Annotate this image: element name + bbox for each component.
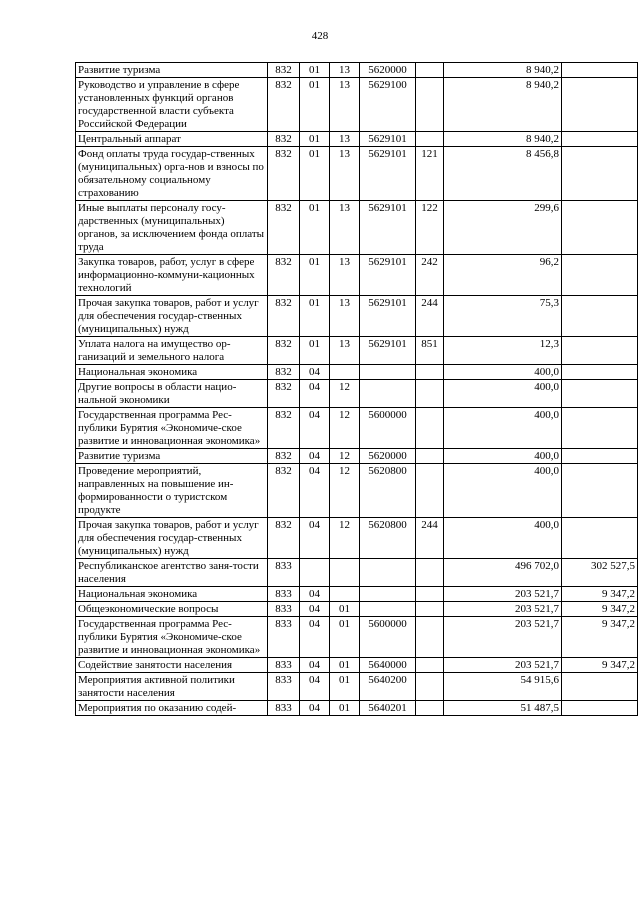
budget-table-body [76, 63, 638, 716]
cell-amount-federal [562, 449, 638, 464]
cell-subsection-code: 01 [330, 701, 360, 716]
table-row [76, 617, 638, 658]
cell-section-code: 01 [300, 296, 330, 337]
cell-section-code [300, 559, 330, 587]
cell-amount-federal [562, 673, 638, 701]
cell-subsection-code: 12 [330, 380, 360, 408]
cell-subsection-code [330, 587, 360, 602]
cell-amount-federal [562, 337, 638, 365]
cell-expense-type-code [416, 408, 444, 449]
table-row [76, 337, 638, 365]
cell-department-code: 833 [268, 658, 300, 673]
cell-amount-total: 51 487,5 [444, 701, 562, 716]
cell-target-article-code [360, 602, 416, 617]
cell-section-code: 01 [300, 132, 330, 147]
table-row [76, 132, 638, 147]
cell-amount-total: 400,0 [444, 449, 562, 464]
cell-section-code: 04 [300, 380, 330, 408]
cell-target-article-code: 5620800 [360, 518, 416, 559]
cell-section-code: 01 [300, 337, 330, 365]
cell-subsection-code: 13 [330, 296, 360, 337]
cell-target-article-code [360, 587, 416, 602]
cell-expense-type-code [416, 464, 444, 518]
cell-amount-federal [562, 365, 638, 380]
table-row [76, 449, 638, 464]
cell-department-code: 832 [268, 255, 300, 296]
cell-amount-federal: 302 527,5 [562, 559, 638, 587]
cell-expense-type-code: 242 [416, 255, 444, 296]
cell-subsection-code: 01 [330, 602, 360, 617]
cell-department-code: 832 [268, 63, 300, 78]
cell-department-code: 832 [268, 132, 300, 147]
cell-amount-total: 8 940,2 [444, 63, 562, 78]
cell-target-article-code [360, 559, 416, 587]
cell-target-article-code: 5620800 [360, 464, 416, 518]
cell-subsection-code: 12 [330, 518, 360, 559]
cell-amount-federal [562, 296, 638, 337]
cell-department-code: 832 [268, 201, 300, 255]
cell-amount-federal [562, 78, 638, 132]
cell-department-code: 832 [268, 464, 300, 518]
budget-table [75, 62, 638, 716]
cell-item-name: Государственная программа Рес-публики Бурятия «Экономиче-ское развитие и инновационная экономика» [76, 408, 268, 449]
cell-item-name: Прочая закупка товаров, работ и услуг для обеспечения государ-ственных (муниципальных) нужд [76, 518, 268, 559]
cell-section-code: 01 [300, 78, 330, 132]
cell-department-code: 832 [268, 296, 300, 337]
page-number: 428 [311, 30, 329, 42]
cell-expense-type-code [416, 587, 444, 602]
table-row [76, 365, 638, 380]
cell-amount-federal [562, 518, 638, 559]
cell-subsection-code: 01 [330, 673, 360, 701]
cell-item-name: Закупка товаров, работ, услуг в сфере информационно-коммуни-кационных технологий [76, 255, 268, 296]
cell-subsection-code [330, 365, 360, 380]
table-row [76, 201, 638, 255]
table-row [76, 658, 638, 673]
cell-expense-type-code [416, 617, 444, 658]
cell-amount-total: 400,0 [444, 518, 562, 559]
cell-department-code: 832 [268, 408, 300, 449]
cell-item-name: Содействие занятости населения [76, 658, 268, 673]
cell-amount-total: 299,6 [444, 201, 562, 255]
table-row [76, 296, 638, 337]
cell-amount-federal [562, 132, 638, 147]
cell-subsection-code: 13 [330, 78, 360, 132]
cell-expense-type-code [416, 132, 444, 147]
cell-subsection-code: 13 [330, 132, 360, 147]
cell-expense-type-code: 122 [416, 201, 444, 255]
cell-item-name: Фонд оплаты труда государ-ственных (муниципальных) орга-нов и взносы по обязательному социальному страхованию [76, 147, 268, 201]
cell-section-code: 04 [300, 464, 330, 518]
cell-target-article-code: 5640200 [360, 673, 416, 701]
cell-section-code: 01 [300, 147, 330, 201]
cell-target-article-code: 5629101 [360, 147, 416, 201]
cell-section-code: 01 [300, 201, 330, 255]
cell-expense-type-code [416, 602, 444, 617]
cell-subsection-code: 13 [330, 201, 360, 255]
cell-item-name: Общеэкономические вопросы [76, 602, 268, 617]
cell-department-code: 833 [268, 673, 300, 701]
cell-department-code: 832 [268, 78, 300, 132]
cell-item-name: Развитие туризма [76, 63, 268, 78]
cell-expense-type-code [416, 559, 444, 587]
table-row [76, 380, 638, 408]
cell-expense-type-code [416, 365, 444, 380]
cell-expense-type-code [416, 701, 444, 716]
table-row [76, 78, 638, 132]
cell-target-article-code: 5629101 [360, 296, 416, 337]
cell-target-article-code: 5629101 [360, 132, 416, 147]
cell-section-code: 04 [300, 518, 330, 559]
cell-subsection-code: 13 [330, 63, 360, 78]
cell-amount-federal [562, 464, 638, 518]
cell-section-code: 04 [300, 673, 330, 701]
cell-subsection-code: 13 [330, 147, 360, 201]
cell-amount-total: 8 940,2 [444, 78, 562, 132]
cell-subsection-code: 12 [330, 408, 360, 449]
cell-subsection-code: 12 [330, 449, 360, 464]
cell-item-name: Уплата налога на имущество ор-ганизаций и земельного налога [76, 337, 268, 365]
cell-amount-total: 496 702,0 [444, 559, 562, 587]
cell-section-code: 04 [300, 617, 330, 658]
cell-department-code: 833 [268, 587, 300, 602]
cell-section-code: 04 [300, 587, 330, 602]
cell-amount-federal [562, 147, 638, 201]
cell-item-name: Национальная экономика [76, 365, 268, 380]
cell-amount-federal: 9 347,2 [562, 617, 638, 658]
cell-amount-total: 203 521,7 [444, 587, 562, 602]
cell-department-code: 832 [268, 449, 300, 464]
cell-subsection-code [330, 559, 360, 587]
cell-subsection-code: 13 [330, 255, 360, 296]
cell-amount-federal [562, 63, 638, 78]
table-row [76, 464, 638, 518]
cell-subsection-code: 12 [330, 464, 360, 518]
cell-item-name: Национальная экономика [76, 587, 268, 602]
table-row [76, 255, 638, 296]
cell-target-article-code [360, 365, 416, 380]
cell-item-name: Прочая закупка товаров, работ и услуг для обеспечения государ-ственных (муниципальных) нужд [76, 296, 268, 337]
cell-target-article-code: 5640000 [360, 658, 416, 673]
cell-item-name: Развитие туризма [76, 449, 268, 464]
cell-item-name: Республиканское агентство заня-тости населения [76, 559, 268, 587]
cell-amount-total: 203 521,7 [444, 658, 562, 673]
cell-amount-total: 12,3 [444, 337, 562, 365]
cell-amount-federal [562, 701, 638, 716]
cell-expense-type-code [416, 673, 444, 701]
cell-target-article-code: 5629101 [360, 337, 416, 365]
cell-expense-type-code [416, 449, 444, 464]
cell-expense-type-code [416, 658, 444, 673]
cell-department-code: 832 [268, 365, 300, 380]
cell-amount-federal [562, 255, 638, 296]
table-row [76, 673, 638, 701]
cell-amount-federal [562, 408, 638, 449]
cell-amount-total: 96,2 [444, 255, 562, 296]
cell-item-name: Государственная программа Рес-публики Бурятия «Экономиче-ское развитие и инновационная экономика» [76, 617, 268, 658]
cell-subsection-code: 01 [330, 617, 360, 658]
cell-target-article-code: 5629101 [360, 201, 416, 255]
table-row [76, 559, 638, 587]
cell-amount-federal: 9 347,2 [562, 602, 638, 617]
cell-amount-total: 400,0 [444, 464, 562, 518]
cell-target-article-code: 5600000 [360, 408, 416, 449]
cell-expense-type-code: 851 [416, 337, 444, 365]
cell-section-code: 01 [300, 255, 330, 296]
cell-amount-federal [562, 380, 638, 408]
cell-item-name: Руководство и управление в сфере установленных функций органов государственной власти субъекта Российской Федерации [76, 78, 268, 132]
cell-item-name: Другие вопросы в области нацио-нальной экономики [76, 380, 268, 408]
cell-expense-type-code [416, 63, 444, 78]
cell-item-name: Центральный аппарат [76, 132, 268, 147]
cell-amount-total: 203 521,7 [444, 602, 562, 617]
cell-target-article-code [360, 380, 416, 408]
cell-target-article-code: 5629100 [360, 78, 416, 132]
table-row [76, 701, 638, 716]
table-row [76, 147, 638, 201]
cell-section-code: 04 [300, 408, 330, 449]
cell-department-code: 833 [268, 559, 300, 587]
table-row [76, 408, 638, 449]
cell-department-code: 832 [268, 147, 300, 201]
cell-amount-federal: 9 347,2 [562, 587, 638, 602]
cell-section-code: 04 [300, 701, 330, 716]
cell-department-code: 832 [268, 337, 300, 365]
cell-target-article-code: 5600000 [360, 617, 416, 658]
cell-amount-total: 400,0 [444, 380, 562, 408]
cell-section-code: 04 [300, 658, 330, 673]
cell-amount-total: 54 915,6 [444, 673, 562, 701]
cell-section-code: 01 [300, 63, 330, 78]
cell-target-article-code: 5640201 [360, 701, 416, 716]
cell-amount-federal [562, 201, 638, 255]
cell-expense-type-code [416, 380, 444, 408]
cell-department-code: 833 [268, 602, 300, 617]
cell-item-name: Иные выплаты персоналу госу-дарственных (муниципальных) органов, за исключением фонда оплаты труда [76, 201, 268, 255]
cell-expense-type-code: 244 [416, 518, 444, 559]
table-row [76, 602, 638, 617]
cell-item-name: Проведение мероприятий, направленных на повышение ин-формированности о туристском продукте [76, 464, 268, 518]
cell-department-code: 832 [268, 380, 300, 408]
cell-department-code: 833 [268, 701, 300, 716]
table-row [76, 63, 638, 78]
cell-amount-total: 8 940,2 [444, 132, 562, 147]
cell-expense-type-code [416, 78, 444, 132]
cell-subsection-code: 01 [330, 658, 360, 673]
cell-item-name: Мероприятия активной политики занятости населения [76, 673, 268, 701]
cell-department-code: 832 [268, 518, 300, 559]
cell-item-name: Мероприятия по оказанию содей- [76, 701, 268, 716]
cell-amount-federal: 9 347,2 [562, 658, 638, 673]
cell-expense-type-code: 121 [416, 147, 444, 201]
cell-target-article-code: 5620000 [360, 449, 416, 464]
table-row [76, 587, 638, 602]
cell-target-article-code: 5620000 [360, 63, 416, 78]
cell-section-code: 04 [300, 365, 330, 380]
cell-section-code: 04 [300, 449, 330, 464]
table-row [76, 518, 638, 559]
cell-subsection-code: 13 [330, 337, 360, 365]
cell-expense-type-code: 244 [416, 296, 444, 337]
cell-target-article-code: 5629101 [360, 255, 416, 296]
cell-amount-total: 8 456,8 [444, 147, 562, 201]
cell-amount-total: 203 521,7 [444, 617, 562, 658]
cell-amount-total: 400,0 [444, 408, 562, 449]
cell-amount-total: 400,0 [444, 365, 562, 380]
cell-section-code: 04 [300, 602, 330, 617]
cell-department-code: 833 [268, 617, 300, 658]
cell-amount-total: 75,3 [444, 296, 562, 337]
